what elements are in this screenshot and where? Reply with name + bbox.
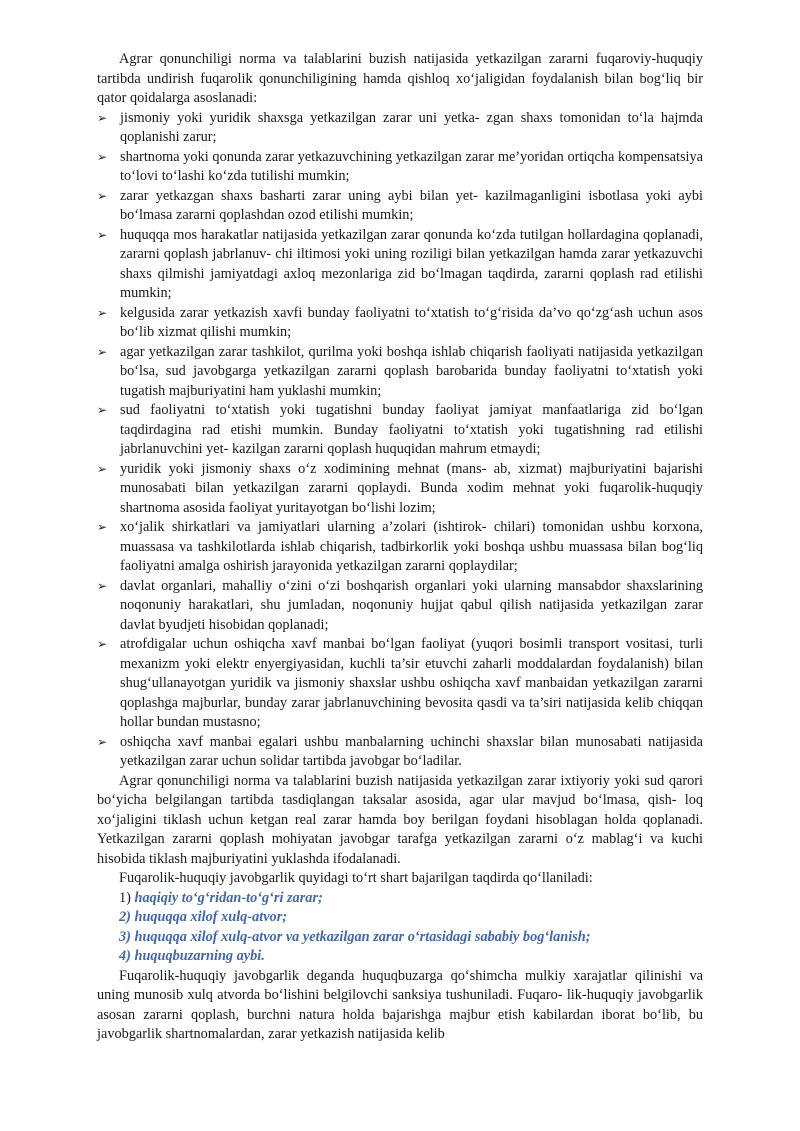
arrow-bullet-icon: ➢ (97, 149, 108, 164)
list-item-text: sud faoliyatni to‘xtatish yoki tugatishni bunday faoliyat jamiyat manfaatlariga zid bo‘lgan taqdirdagina rad etishi mumkin. Bunday faoliyatni to‘xtatish yoki tugatishning rad etilishi jabrlanuvchini yet- kazilgan zararni qoplash huquqidan mahrum etmaydi; (120, 402, 703, 457)
condition-text: huquqqa xilof xulq-atvor va yetkazilgan zarar o‘rtasidagi sababiy bog‘lanish; (134, 928, 591, 945)
list-item-text: oshiqcha xavf manbai egalari ushbu manbalarning uchinchi shaxslar bilan munosabati natijasida yetkazilgan zarar uchun solidar tartibda javobgar bo‘ladilar. (120, 733, 703, 769)
list-item (97, 889, 703, 909)
paragraph-conditions-intro: Fuqarolik-huquqiy javobgarlik quyidagi to‘rt shart bajarilgan taqdirda qo‘llaniladi: (119, 870, 593, 886)
arrow-bullet-icon: ➢ (97, 734, 108, 749)
list-item-text: yuridik yoki jismoniy shaxs o‘z xodimining mehnat (mans- ab, xizmat) majburiyatini bajarishi munosabati bilan yetkazilgan zararni qoplaydi. Bunda xodim mehnat yoki fuqarolik-huquqiy shartnoma asosida faoliyat yuritayotgan bo‘lishi lozim; (120, 460, 703, 516)
paragraph-damages: Agrar qonunchiligi norma va talablarini buzish natijasida yetkazilgan zarar ixtiyoriy yoki sud qarori bo‘yicha belgilangan tartibda tasdiqlangan taksalar asosida, agar ular mavjud bo‘lmasa, qish- loq xo‘jaligini tiklash uchun ketgan real zarar hamda boy berilgan foydani hisoblagan holda qoplanadi. Yetkazilgan zararni qoplash mohiyatan javobgar tarafga yetkazilgan zararni o‘z mablag‘i va kuchi hisobida tiklash majburiyatini yuklashda ifodalanadi. (97, 772, 703, 867)
arrow-bullet-icon: ➢ (97, 637, 108, 651)
list-item (97, 635, 703, 733)
list-item (97, 304, 703, 343)
condition-number: 2) (119, 909, 131, 925)
condition-text: haqiqiy to‘g‘ridan-to‘g‘ri zarar; (134, 889, 323, 906)
list-item (97, 577, 703, 636)
list-item-text: zarar yetkazgan shaxs basharti zarar uning aybi bilan yet- kazilmaganligini isbotlasa yoki aybi bo‘lmasa zararni qoplashdan ozod etilishi mumkin; (120, 187, 703, 223)
bullet-list (97, 109, 703, 772)
arrow-bullet-icon: ➢ (97, 520, 108, 534)
document-page (97, 50, 703, 1045)
arrow-bullet-icon: ➢ (97, 344, 108, 359)
list-item (97, 401, 703, 460)
list-item (97, 460, 703, 519)
list-item (97, 518, 703, 577)
intro-paragraph: Agrar qonunchiligi norma va talablarini buzish natijasida yetkazilgan zararni fuqaroviy-huquqiy tartibda undirish fuqarolik qonunchiligining hamda qishloq xo‘jaligidan foydalanish bilan bog‘liq bir qator qoidalarga asoslanadi: (97, 51, 703, 106)
list-item (97, 733, 703, 772)
condition-number: 4) (119, 948, 131, 964)
arrow-bullet-icon: ➢ (97, 578, 108, 593)
list-item-text: agar yetkazilgan zarar tashkilot, qurilma yoki boshqa ishlab chiqarish faoliyati natijasida yetkazilgan bo‘lsa, sud javobgarga yetkazilgan zararni qoplash barobarida bunday faoliyatni to‘xtatish yoki tugatish majburiyatini ham yuklashi mumkin; (120, 343, 703, 399)
paragraph-civil-liability: Fuqarolik-huquqiy javobgarlik deganda huquqbuzarga qo‘shimcha mulkiy xarajatlar qilinishi va uning munosib xulq atvorda bo‘lishini belgilovchi sanksiya tushuniladi. Fuqaro- lik-huquqiy javobgarlik asosan zararni qoplash, burchni natura holda bajarishga majbur etish kabilardan iborat bo‘lib, bu javobgarlik shartnomalardan, zarar yetkazish natijasida kelib (97, 967, 703, 1042)
arrow-bullet-icon: ➢ (97, 188, 108, 203)
list-item-text: atrofdigalar uchun oshiqcha xavf manbai bo‘lgan faoliyat (yuqori bosimli transport vositasi, turli mexanizm yoki elektr enyergiyasidan, kuchli ta’sir etuvchi zaharli moddalardan foydalanish) bilan shug‘ullanayotgan yuridik va jismoniy shaxslar ushbu oshiqcha xavf manbaidan yetkazilgan zararni qoplashga majburlar, bunday zarar jabrlanuvchining bevosita qasdi va ta’siri natijasida kelib chiqqan hollar bundan mustasno; (120, 636, 703, 730)
arrow-bullet-icon: ➢ (97, 305, 108, 320)
list-item-text: davlat organlari, mahalliy o‘zini o‘zi boshqarish organlari yoki ularning mansabdor shaxslarining noqonuniy harakatlari, shu jumladan, noqonuniy hujjat qabul qilish natijasida yetkazilgan zarar davlat byudjeti hisobidan qoplanadi; (120, 577, 703, 633)
list-item (97, 343, 703, 402)
arrow-bullet-icon: ➢ (97, 403, 108, 417)
list-item-text: xo‘jalik shirkatlari va jamiyatlari ularning a’zolari (ishtirok- chilari) tomonidan ushbu korxona, muassasa va tashkilotlarda ishlab chiqarish, tadbirkorlik yoki boshqa ushbu muassasa bilan bog‘liq faoliyatni amalga oshirish jarayonida yetkazilgan zararni qoplaydilar; (120, 519, 703, 574)
list-item-text: jismoniy yoki yuridik shaxsga yetkazilgan zarar uni yetka- zgan shaxs tomonidan to‘la hajmda qoplanishi zarur; (120, 109, 703, 145)
arrow-bullet-icon: ➢ (97, 110, 108, 125)
condition-text: huquqqa xilof xulq-atvor; (134, 909, 288, 925)
list-item-text: huquqqa mos harakatlar natijasida yetkazilgan zarar qonunda ko‘zda tutilgan hollardagina qoplanadi, zararni qoplash jabrlanuv- chi iltimosi yoki uning roziligi bilan yetkazilgan hamda zarar yetkazuvchi shaxs qilmishi jamiyatdagi axloq mezonlariga zid bo‘lmagan taqdirda, zararni qoplash rad etilishi mumkin; (120, 226, 703, 301)
arrow-bullet-icon: ➢ (97, 461, 108, 476)
list-item (97, 947, 703, 967)
list-item (97, 109, 703, 148)
list-item (97, 187, 703, 226)
list-item (97, 928, 703, 948)
conditions-list (97, 889, 703, 967)
condition-text: huquqbuzarning aybi. (134, 948, 265, 964)
list-item-text: kelgusida zarar yetkazish xavfi bunday faoliyatni to‘xtatish to‘g‘risida da’vo qo‘zg‘ash uchun asos bo‘lib xizmat qilishi mumkin; (120, 304, 703, 340)
list-item (97, 226, 703, 304)
condition-number: 1) (119, 889, 131, 906)
list-item (97, 908, 703, 928)
arrow-bullet-icon: ➢ (97, 227, 108, 242)
list-item-text: shartnoma yoki qonunda zarar yetkazuvchining yetkazilgan zarar me’yoridan ortiqcha kompensatsiya to‘lovi to‘lashi ko‘zda tutilishi mumkin; (120, 148, 703, 184)
list-item (97, 148, 703, 187)
condition-number: 3) (119, 928, 131, 945)
